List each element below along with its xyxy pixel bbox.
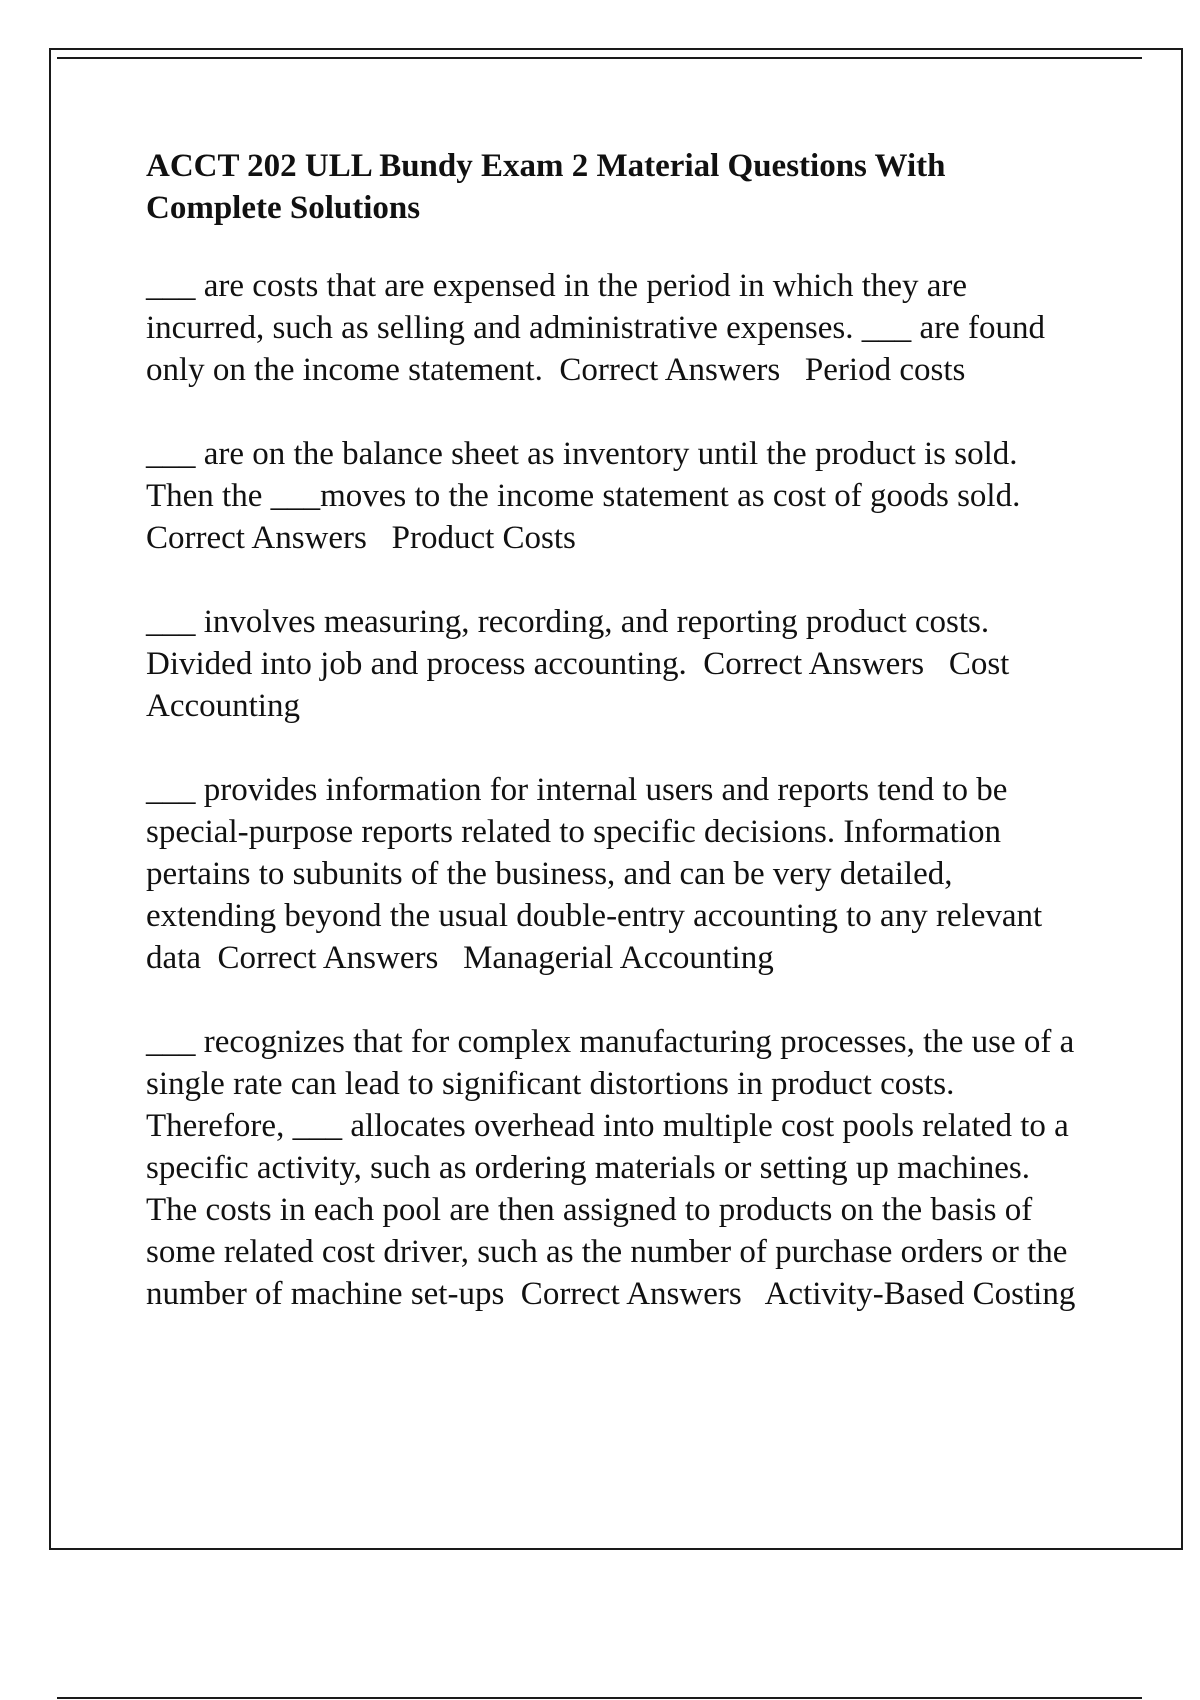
question-block-1: ___ are costs that are expensed in the period in which they are incurred, such as selling and administrative expenses. ___ are found only on the income statement. Correct Answers Period costs [146,268,1054,388]
bottom-rule [57,1697,1142,1699]
question-block-2: ___ are on the balance sheet as inventory until the product is sold. Then the ___moves to the income statement as cost of goods sold. Correct Answers Product Costs [146,436,1037,556]
document-title: ACCT 202 ULL Bundy Exam 2 Material Questions With Complete Solutions [146,148,946,226]
top-rule [57,57,1142,59]
document-body [146,145,1086,1357]
question-block-4: ___ provides information for internal users and reports tend to be special-purpose reports related to specific decisions. Information pertains to subunits of the business, and can be very detailed, extending beyond the usual double-entry accounting to any relevant data Correct Answers Managerial Accounting [146,772,1051,976]
question-block-5: ___ recognizes that for complex manufacturing processes, the use of a single rate can lead to significant distortions in product costs. Therefore, ___ allocates overhead into multiple cost pools related to a specific activity, such as ordering materials or setting up machines. The costs in each pool are then assigned to products on the basis of some related cost driver, such as the number of purchase orders or the number of machine set-ups Correct Answers Activity-Based Costing [146,1024,1083,1312]
question-block-3: ___ involves measuring, recording, and reporting product costs. Divided into job and process accounting. Correct Answers Cost Accounting [146,604,1016,724]
